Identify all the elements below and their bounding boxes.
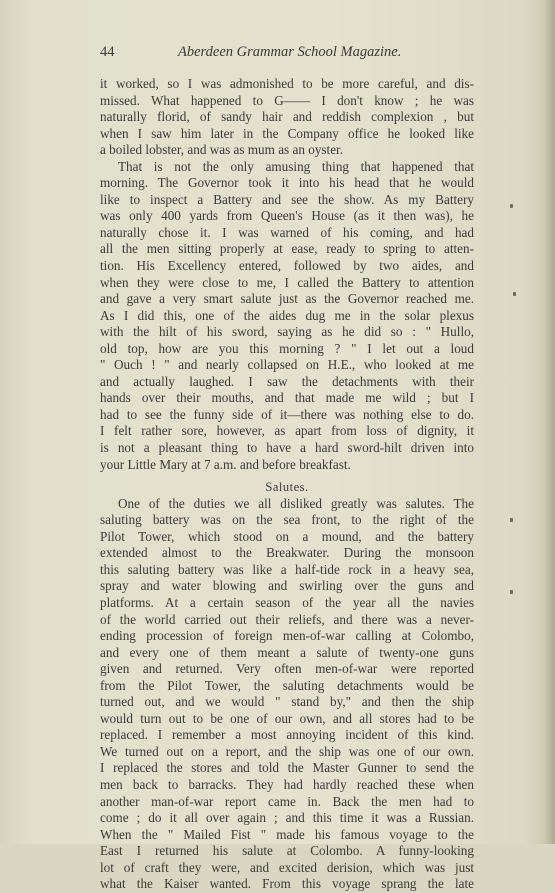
- text-line: all the men sitting properly at ease, ready to spring to atten-: [100, 241, 474, 257]
- paragraph-1: [100, 76, 474, 159]
- text-line: East I returned his salute at Colombo. A funny-looking: [100, 843, 474, 859]
- text-line: it worked, so I was admonished to be more careful, and dis-: [100, 76, 474, 91]
- text-line: morning. The Governor took it into his head that he would: [100, 175, 474, 191]
- text-line: was only 400 yards from Queen's House (as it then was), he: [100, 208, 474, 224]
- text-line: One of the duties we all disliked greatly was salutes. The: [118, 495, 474, 511]
- text-line: from the Pilot Tower, the saluting detachments would be: [100, 677, 474, 693]
- article-body: [100, 76, 474, 893]
- text-line: naturally florid, of sandy hair and reddish complexion , but: [100, 109, 474, 125]
- text-line: and gave a very smart salute just as the Governor reached me.: [100, 291, 474, 307]
- text-line: turned out, and we would " stand by," and then the ship: [100, 694, 474, 710]
- running-title: Aberdeen Grammar School Magazine.: [178, 44, 402, 60]
- section-heading: Salutes.: [265, 480, 309, 495]
- scan-speck: [513, 292, 516, 296]
- text-line: given and returned. Very often men-of-war were reported: [100, 661, 474, 677]
- page-number: 44: [100, 44, 115, 60]
- text-line: " Ouch ! " and nearly collapsed on H.E., who looked at me: [100, 357, 474, 373]
- scan-speck: [510, 204, 513, 208]
- text-line: had to see the funny side of it—there was nothing else to do.: [100, 406, 474, 422]
- scan-speck: [510, 590, 513, 594]
- text-line: is not a pleasant thing to have a hard sword-hilt driven into: [100, 440, 474, 456]
- text-line: When the " Mailed Fist " made his famous voyage to the: [100, 826, 474, 842]
- text-line: ending procession of foreign men-of-war calling at Colombo,: [100, 628, 474, 644]
- text-line: like to inspect a Battery and see the show. As my Battery: [100, 191, 474, 207]
- text-line: would turn out to be one of our own, and all stores had to be: [100, 710, 474, 726]
- text-line: a boiled lobster, and was as mum as an oyster.: [100, 142, 344, 158]
- text-line: platforms. At a certain season of the year all the navies: [100, 594, 474, 610]
- text-line: old top, how are you this morning ? " I let out a loud: [100, 340, 474, 356]
- text-line: and actually laughed. I saw the detachments with their: [100, 373, 474, 389]
- page-edge-shadow: [543, 0, 555, 844]
- text-line: spray and water blowing and swirling over the guns and: [100, 578, 474, 594]
- text-line: missed. What happened to G—— I don't know ; he was: [100, 92, 474, 108]
- paragraph-3: [100, 496, 474, 893]
- text-line: when they were close to me, I called the Battery to attention: [100, 274, 474, 290]
- text-line: That is not the only amusing thing that happened that: [118, 158, 474, 174]
- text-line: with the hilt of his sword, saying as he did so : " Hullo,: [100, 324, 474, 340]
- text-line: when I saw him later in the Company office he looked like: [100, 125, 474, 141]
- text-line: tion. His Excellency entered, followed by two aides, and: [100, 258, 474, 274]
- text-line: your Little Mary at 7 a.m. and before breakfast.: [100, 456, 351, 472]
- text-line: what the Kaiser wanted. From this voyage sprang the late: [100, 876, 474, 892]
- text-line: We turned out on a report, and the ship was one of our own.: [100, 743, 474, 759]
- text-line: another man-of-war report came in. Back the men had to: [100, 793, 474, 809]
- text-line: lot of craft they were, and excited derision, which was just: [100, 859, 474, 875]
- text-line: saluting battery was on the sea front, to the right of the: [100, 512, 474, 528]
- text-line: men back to barracks. They had hardly reached these when: [100, 776, 474, 792]
- text-line: and every one of them meant a salute of twenty-one guns: [100, 644, 474, 660]
- scan-speck: [510, 518, 513, 522]
- text-line: hands over their mouths, and that made me wild ; but I: [100, 390, 474, 406]
- text-line: I replaced the stores and told the Master Gunner to send the: [100, 760, 474, 776]
- text-line: naturally chose it. I was warned of his coming, and had: [100, 224, 474, 240]
- text-line: of the world carried out their reliefs, and there was a never-: [100, 611, 474, 627]
- text-line: this saluting battery was like a half-tide rock in a heavy sea,: [100, 561, 474, 577]
- text-line: As I did this, one of the aides dug me in the solar plexus: [100, 307, 474, 323]
- text-line: extended almost to the Breakwater. During the monsoon: [100, 545, 474, 561]
- text-line: I felt rather sore, however, as apart from loss of dignity, it: [100, 423, 474, 439]
- paragraph-2: [100, 159, 474, 473]
- text-line: come ; do it all over again ; and this time it was a Russian.: [100, 810, 474, 826]
- text-line: Pilot Tower, which stood on a mound, and the battery: [100, 528, 474, 544]
- page-header: [100, 44, 480, 62]
- text-line: replaced. I remember a most annoying incident of this kind.: [100, 727, 474, 743]
